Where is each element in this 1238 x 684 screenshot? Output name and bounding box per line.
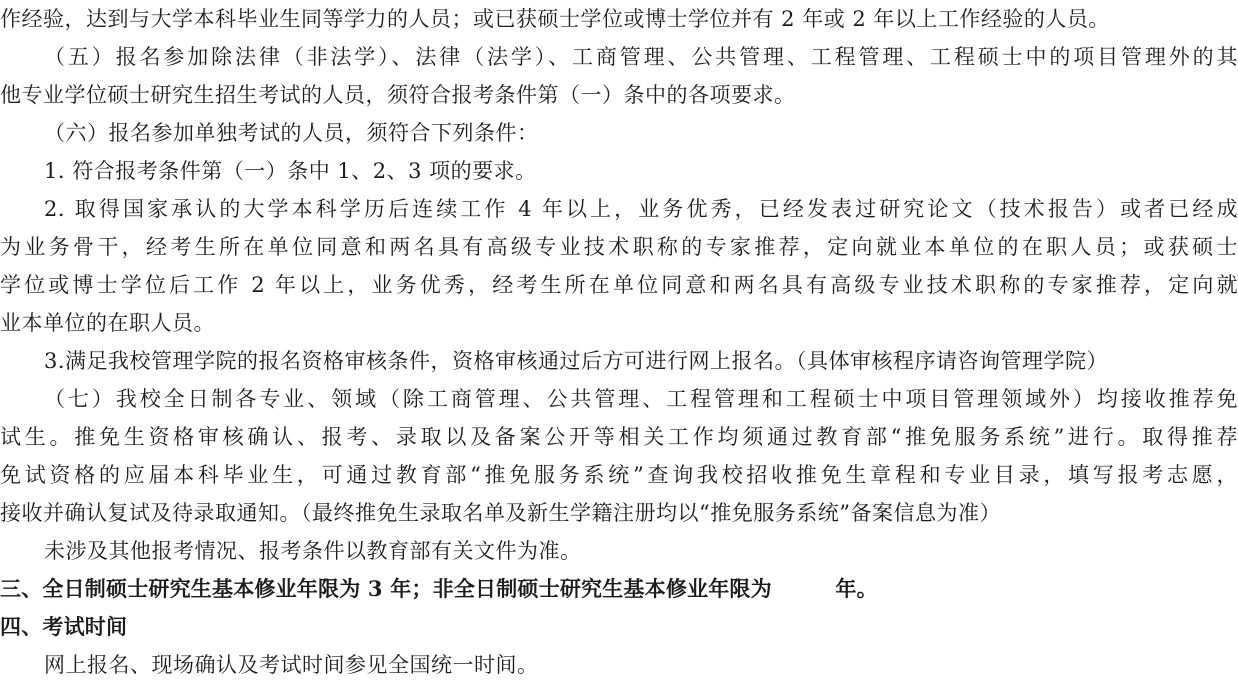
body-line: 1. 符合报考条件第（一）条中 1、2、3 项的要求。 — [44, 159, 537, 183]
body-line: 作经验，达到与大学本科毕业生同等学力的人员；或已获硕士学位或博士学位并有 2 年或 2 年以上工作经验的人员。 — [0, 7, 1110, 31]
body-line: 未涉及其他报考情况、报考条件以教育部有关文件为准。 — [44, 539, 582, 563]
heading-line: 三、全日制硕士研究生基本修业年限为 3 年；非全日制硕士研究生基本修业年限为 年。 — [0, 576, 878, 601]
body-line: 2. 取得国家承认的大学本科学历后连续工作 4 年以上，业务优秀，已经发表过研究论文（技术报告）或者已经成 — [44, 197, 1238, 221]
body-line: 他专业学位硕士研究生招生考试的人员，须符合报考条件第（一）条中的各项要求。 — [0, 83, 796, 107]
heading-line: 四、考试时间 — [0, 614, 128, 639]
body-line: 接收并确认复试及待录取通知。（最终推免生录取名单及新生学籍注册均以“推免服务系统”备案信息为准） — [0, 501, 1001, 525]
body-line: 免试资格的应届本科毕业生，可通过教育部“推免服务系统”查询我校招收推免生章程和专业目录，填写报考志愿， — [0, 463, 1238, 487]
body-line: 网上报名、现场确认及考试时间参见全国统一时间。 — [44, 653, 539, 677]
body-line: （六）报名参加单独考试的人员，须符合下列条件： — [44, 121, 539, 145]
body-line: （五）报名参加除法律（非法学）、法律（法学）、工商管理、公共管理、工程管理、工程硕士中的项目管理外的其 — [44, 45, 1238, 69]
body-line: 3.满足我校管理学院的报名资格审核条件，资格审核通过后方可进行网上报名。（具体审核程序请咨询管理学院） — [44, 349, 1109, 373]
body-line: 试生。推免生资格审核确认、报考、录取以及备案公开等相关工作均须通过教育部“推免服务系统”进行。取得推荐 — [0, 425, 1238, 449]
body-line: 学位或博士学位后工作 2 年以上，业务优秀，经考生所在单位同意和两名具有高级专业技术职称的专家推荐，定向就 — [0, 273, 1238, 297]
body-line: 为业务骨干，经考生所在单位同意和两名具有高级专业技术职称的专家推荐，定向就业本单位的在职人员；或获硕士 — [0, 235, 1238, 259]
body-line: （七）我校全日制各专业、领域（除工商管理、公共管理、工程管理和工程硕士中项目管理领域外）均接收推荐免 — [44, 387, 1238, 411]
body-line: 业本单位的在职人员。 — [0, 311, 215, 335]
